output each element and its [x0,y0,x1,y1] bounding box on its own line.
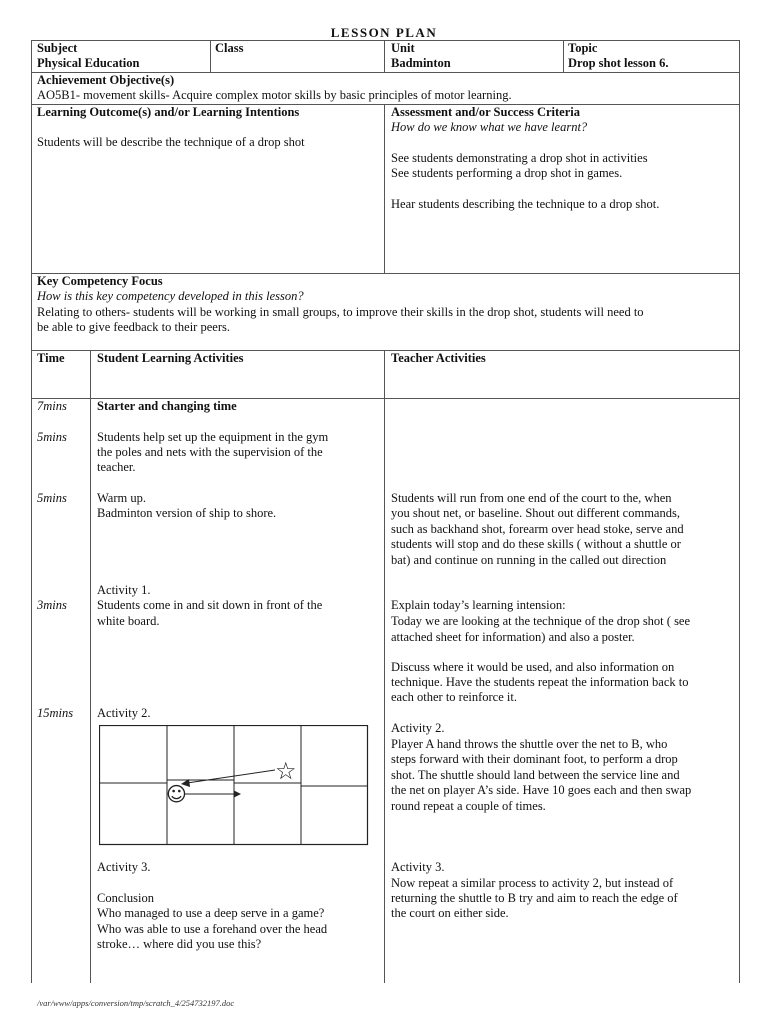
teacher-activity: Today we are looking at the technique of the drop shot ( see [391,614,691,628]
student-activity: teacher. [97,460,136,474]
teacher-activity: Discuss where it would be used, and also information on [391,660,675,674]
assessment-label: Assessment and/or Success Criteria [391,105,580,119]
court-diagram [99,725,369,846]
teacher-activity: attached sheet for information) and also a poster. [391,630,635,644]
competency-line: Relating to others- students will be working in small groups, to improve their skills in the drop shot, students will need to [37,305,644,319]
time-header: Time [37,351,65,365]
teacher-activity: each other to reinforce it. [391,690,517,704]
teacher-activity: Activity 2. [391,721,445,735]
unit-label: Unit [391,41,415,55]
competency-question: How is this key competency developed in this lesson? [37,289,304,303]
teacher-activities-header: Teacher Activities [391,351,486,365]
student-activity: Warm up. [97,491,146,505]
student-activity: Badminton version of ship to shore. [97,506,277,520]
teacher-activity: bat) and continue on running in the called out direction [391,553,667,567]
time-cell: 7mins [37,399,67,413]
achievement-text: AO5B1- movement skills- Acquire complex motor skills by basic principles of motor learning. [37,88,512,102]
teacher-activity: the net on player A’s side. Have 10 goes each and then swap [391,783,692,797]
activity-label: Activity 1. [97,583,151,597]
page-title: LESSON PLAN [330,25,438,40]
activity-label: Activity 2. [97,706,151,720]
time-cell: 15mins [37,706,74,720]
teacher-activity: steps forward with their dominant foot, to perform a drop [391,752,678,766]
student-activity: Students come in and sit down in front of the [97,598,323,612]
assessment-question: How do we know what we have learnt? [391,120,588,134]
assessment-line: Hear students describing the technique to a drop shot. [391,197,660,211]
time-cell: 3mins [37,598,67,612]
student-activities-header: Student Learning Activities [97,351,244,365]
topic-value: Drop shot lesson 6. [568,56,669,70]
student-activity: Who was able to use a forehand over the head [97,922,328,936]
assessment-line: See students performing a drop shot in games. [391,166,623,180]
teacher-activity: Students will run from one end of the court to the, when [391,491,672,505]
teacher-activity: the court on either side. [391,906,509,920]
activity-label: Activity 3. [97,860,151,874]
competency-line: be able to give feedback to their peers. [37,320,230,334]
conclusion-label: Conclusion [97,891,154,905]
class-label: Class [215,41,244,55]
student-activity: stroke… where did you use this? [97,937,262,951]
player-b-smiley: ☺ [166,782,187,806]
file-path-footer: /var/www/apps/conversion/tmp/scratch_4/254732197.doc [37,998,235,1008]
teacher-activity: you shout net, or baseline. Shout out different commands, [391,506,680,520]
student-activity: the poles and nets with the supervision of the [97,445,323,459]
teacher-activity: Player A hand throws the shuttle over the net to B, who [391,737,668,751]
teacher-activity: round repeat a couple of times. [391,799,546,813]
outcomes-text: Students will be describe the technique of a drop shot [37,135,305,149]
competency-label: Key Competency Focus [37,274,163,288]
teacher-activity: Now repeat a similar process to activity 2, but instead of [391,876,674,890]
achievement-label: Achievement Objective(s) [37,73,175,87]
teacher-activity: such as backhand shot, forearm over head stoke, serve and [391,522,684,536]
outcomes-label: Learning Outcome(s) and/or Learning Intentions [37,105,300,119]
assessment-line: See students demonstrating a drop shot in activities [391,151,648,165]
teacher-activity: technique. Have the students repeat the information back to [391,675,689,689]
student-activity: Starter and changing time [97,399,237,413]
unit-value: Badminton [391,56,451,70]
subject-label: Subject [37,41,78,55]
teacher-activity: shot. The shuttle should land between the service line and [391,768,680,782]
topic-label: Topic [568,41,598,55]
time-cell: 5mins [37,430,67,444]
student-activity: Who managed to use a deep serve in a game? [97,906,325,920]
student-activity: white board. [97,614,160,628]
subject-value: Physical Education [37,56,140,70]
teacher-activity: Activity 3. [391,860,445,874]
time-cell: 5mins [37,491,67,505]
player-a-star: ☆ [275,757,297,785]
teacher-activity: students will stop and do these skills ( without a shuttle or [391,537,681,551]
teacher-activity: Explain today’s learning intension: [391,598,566,612]
student-activity: Students help set up the equipment in the gym [97,430,329,444]
teacher-activity: returning the shuttle to B try and aim to reach the edge of [391,891,678,905]
